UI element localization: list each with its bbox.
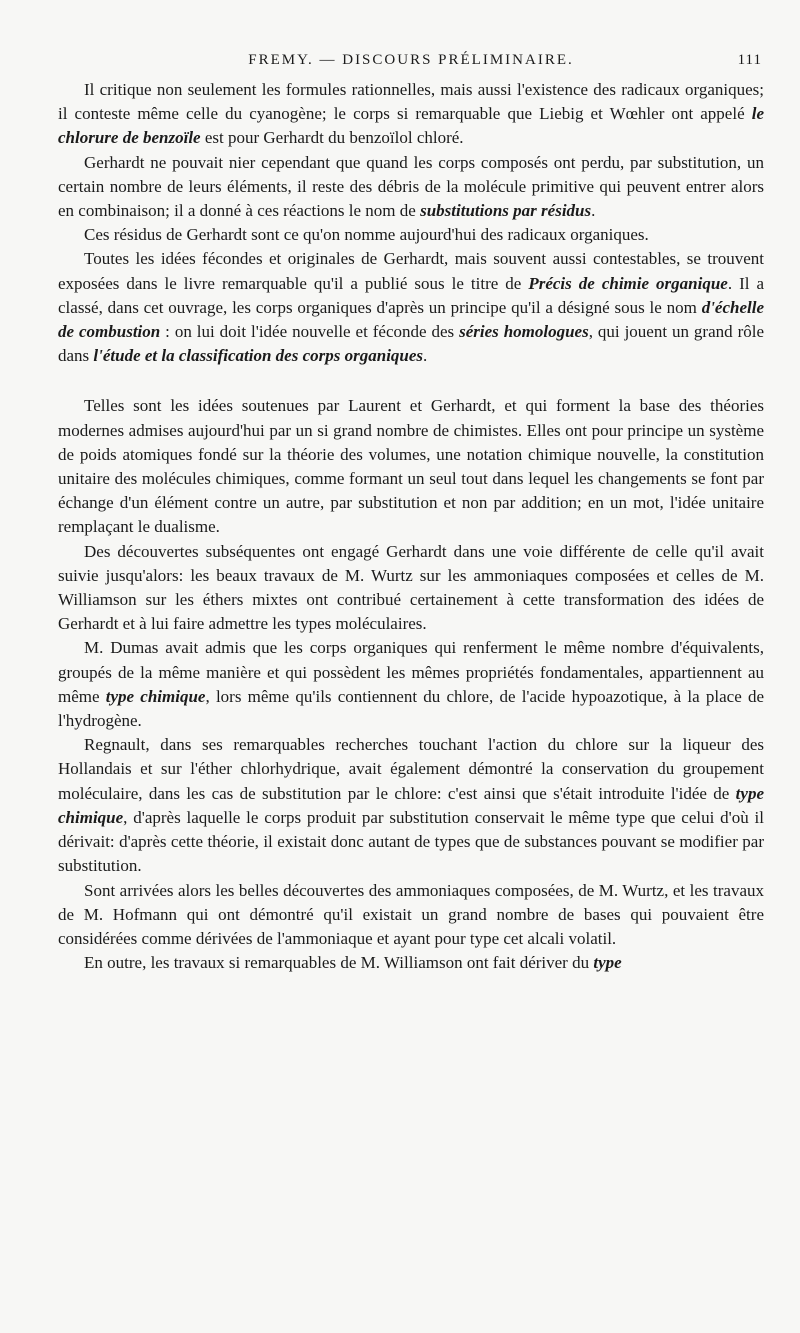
paragraph xyxy=(58,951,764,975)
paragraph xyxy=(58,636,764,733)
paragraph xyxy=(58,733,764,878)
paragraph xyxy=(58,223,764,247)
text-run: Telles sont les idées soutenues par Laurent et Gerhardt, et qui forment la base des théories modernes admises aujourd'hui par un si grand nombre de chimistes. Elles ont pour principe un système de poids atomiques fondé sur la théorie des volumes, une notation chimique nouvelle, la constitution unitaire des molécules chimiques, comme formant un seul tout dans lequel les changements se font par échange d'un élément contre un autre, par substitution et non par addition; en un mot, l'idée unitaire remplaçant le dualisme. xyxy=(58,396,764,537)
text-run: En outre, les travaux si remarquables de M. Williamson ont fait dériver du xyxy=(84,953,594,973)
text-run: Toutes les idées fécondes et originales de Gerhardt, mais souvent aussi contestables, se trouvent exposées dans le livre remarquable qu'il a publié sous le titre de xyxy=(58,249,764,293)
text-run: : on lui doit l'idée nouvelle et féconde des xyxy=(160,322,460,342)
text-run: . xyxy=(591,201,596,221)
emphasis-text: séries homologues xyxy=(459,322,589,342)
text-run: . Il a classé, dans cet ouvrage, les corps organiques d'après un principe qu'il a désigné sous le nom xyxy=(58,273,765,317)
text-run: Il critique non seulement les formules rationnelles, mais aussi l'existence des radicaux organiques; il conteste même celle du cyanogène; le corps si remarquable que Liebig et Wœhler ont appelé xyxy=(58,80,764,124)
text-run: Sont arrivées alors les belles découvertes des ammoniaques composées, de M. Wurtz, et les travaux de M. Hofmann qui ont démontré qu'il existait un grand nombre de bases qui pouvaient être considérées comme dérivées de l'ammoniaque et ayant pour type cet alcali volatil. xyxy=(58,880,764,948)
paragraph xyxy=(58,879,764,952)
paragraph xyxy=(58,540,764,637)
text-run: Des découvertes subséquentes ont engagé Gerhardt dans une voie différente de celle qu'il avait suivie jusqu'alors: les beaux travaux de M. Wurtz sur les ammoniaques composées et celles de M. Williamson sur les éthers mixtes ont contribué certainement à cette transformation des idées de Gerhardt et à lui faire admettre les types moléculaires. xyxy=(58,541,764,634)
emphasis-text: Précis de chimie organique xyxy=(528,273,728,293)
text-run: Gerhardt ne pouvait nier cependant que quand les corps composés ont perdu, par substitution, un certain nombre de leurs éléments, il reste des débris de la molécule primitive qui peuvent entrer alors en combinaison; il a donné à ces réactions le nom de xyxy=(58,152,764,221)
paragraph xyxy=(58,151,764,224)
text-run: M. Dumas avait admis que les corps organiques qui renferment le même nombre d'équivalents, groupés de la même manière et qui possèdent les mêmes propriétés fondamentales, appartiennent au même xyxy=(58,638,764,706)
text-run: , d'après laquelle le corps produit par substitution conservait le même type que celui d'où il dérivait: d'après cette théorie, il existait donc autant de types que de substances pouvant se modifier par substitution. xyxy=(58,807,764,876)
header-title: FREMY. — DISCOURS PRÉLIMINAIRE. xyxy=(248,52,574,68)
paragraph xyxy=(58,78,764,151)
text-run: Ces résidus de Gerhardt sont ce qu'on nomme aujourd'hui des radicaux organiques. xyxy=(84,225,649,245)
text-run: , qui jouent un grand rôle dans xyxy=(58,322,765,366)
page-number: 111 xyxy=(737,52,762,68)
emphasis-text: type chimique xyxy=(58,783,764,827)
running-header xyxy=(58,52,764,78)
emphasis-text: type xyxy=(593,953,622,973)
emphasis-text: d'échelle de combustion xyxy=(58,297,764,342)
text-run: est pour Gerhardt du benzoïlol chloré. xyxy=(200,128,464,148)
text-run: . xyxy=(423,346,428,366)
emphasis-text: type chimique xyxy=(105,686,206,706)
paragraph xyxy=(58,247,764,368)
text-run: , lors même qu'ils contiennent du chlore, de l'acide hypoazotique, à la place de l'hydrogène. xyxy=(58,686,764,731)
body-text xyxy=(58,78,764,975)
emphasis-text: substitutions par résidus xyxy=(420,201,592,221)
emphasis-text: l'étude et la classification des corps organiques xyxy=(93,346,424,366)
paragraph xyxy=(58,394,764,539)
text-run: Regnault, dans ses remarquables recherches touchant l'action du chlore sur la liqueur des Hollandais et sur l'éther chlorhydrique, avait également démontré la conservation du groupement moléculaire, dans les cas de substitution par le chlore: c'est ainsi que s'était introduite l'idée de xyxy=(58,735,764,803)
emphasis-text: le chlorure de benzoïle xyxy=(58,104,764,148)
